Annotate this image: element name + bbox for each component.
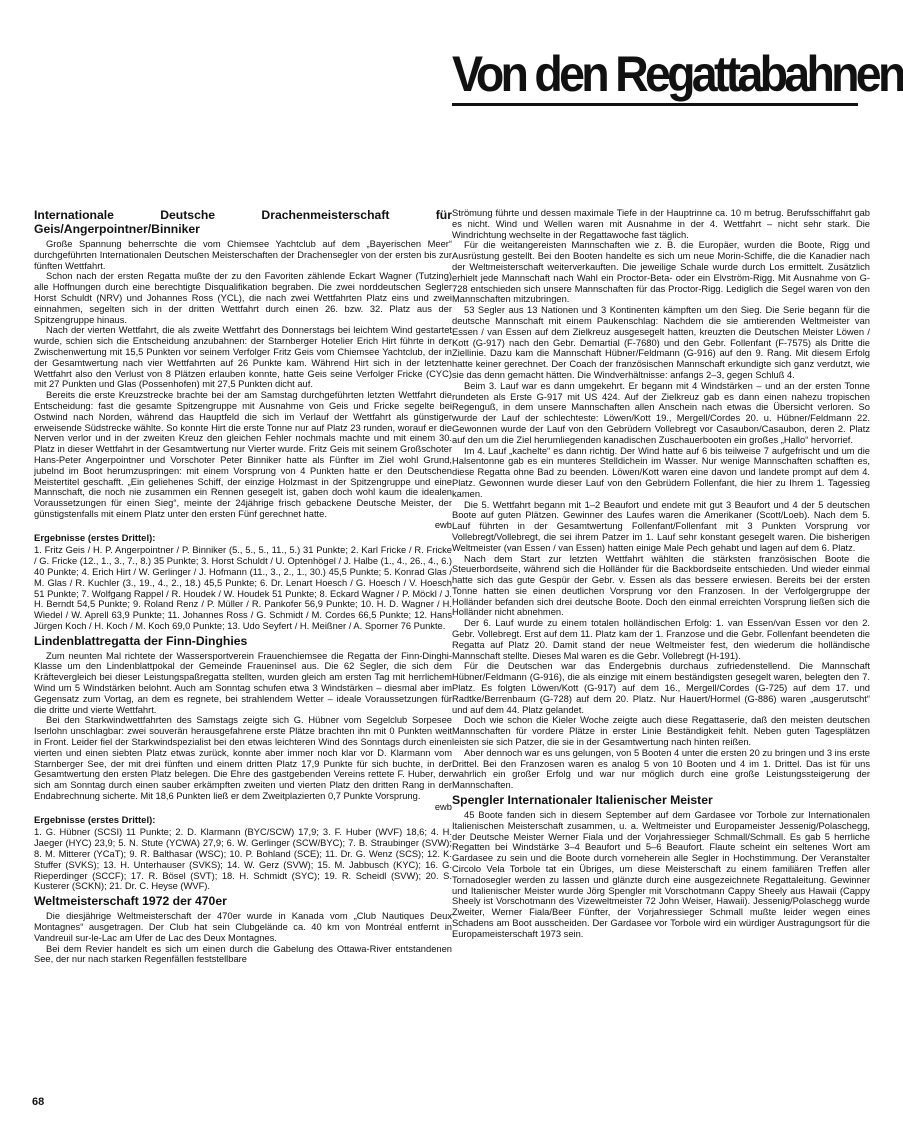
paragraph: Bei dem Revier handelt es sich um einen durch die Gabelung des Ottawa-River entstandenen See, der nur nach starken Regenfällen feststellbare [34, 943, 452, 965]
paragraph: Bereits die erste Kreuzstrecke brachte bei der am Samstag durchgeführten letzten Wettfahrt die Entscheidung: fast die gesamte Spitzengruppe mit Ausnahme von Geis und Fricke segelte bei Ostwind nach Norden, während das Hauptfeld die sich im Verlauf der Wettfahrt als günstiger erweisende Südstrecke wählte. So konnte Hirt die erste Tonne nur auf Platz 23 runden, worauf er die Nerven verlor und in der zweiten Kreuz den gleichen Fehler nochmals machte und mit einem 30. Platz in dieser Wettfahrt in der Gesamtwertung nur Vierter wurde. Fritz Geis mit seinem Großschoter Hans-Peter Angerpointner und Vorschoter Peter Binniker hatte als Fünfter im Ziel wohl Grund, jubelnd im Boot herumzuspringen: mit einem Vorsprung von 4 Punkten hatte er den Deutschen Meistertitel geschafft. „Ein geliehenes Schiff, der einzige Holzmast in der Spitzengruppe und eine Mannschaft, die noch nie zusammen ein Rennen gesegelt ist, gaben doch wohl kaum die idealen Voraussetzungen für einen Sieg“, meinte der 24jährige frisch gebackene Deutsche Meister, der günstigstenfalls mit einem Platz unter den ersten Fünf gerechnet hatte. [34, 390, 452, 519]
paragraph: Nach dem Start zur letzten Wettfahrt wählten die stärksten französischen Boote die Steuerbordseite, während sich die Holländer für die Backbordseite entschieden. Und wieder einmal hatte sich das gute Gespür der Gebr. v. Essen als das bessere erwiesen. Bereits bei der ersten Tonne hatten sie einen deutlichen Vorsprung vor den Franzosen. In der Verfolgergruppe der Holländer befanden sich drei deutsche Boote. Doch den einmal erreichten Vorsprung ließen sich die Holländer nicht abnehmen. [452, 553, 870, 618]
results-heading: Ergebnisse (erstes Drittel): [34, 532, 156, 544]
paragraph: Bei den Starkwindwettfahrten des Samstags zeigte sich G. Hübner vom Segelclub Sorpesee Iserlohn unschlagbar: zwei souverän herausgefahrene erste Plätze brachten ihn mit 0 Punkten weit in Front. Leider fiel der Starkwindspezialist bei den etwas leichteren Wind des Sonntags durch einen vierten und einen siebten Platz etwas zurück, konnte aber immer noch klar vor D. Klarmann vom Starnberger See, der mit drei fünften und einem dritten Platz 17,9 Punkte für sich buchte, in der Gesamtwertung den ersten Platz belegen. Die Ehre des gastgebenden Vereins rettete F. Huber, der sich am Sonntag durch einen sauber erkämpften zweiten und vierten Platz den dritten Rang in der Endabrechnung sicherte. Mit 18,6 Punkten ließ er dem Zweitplazierten 0,7 Punkte Vorsprung. [34, 715, 452, 802]
paragraph: Aber dennoch war es uns gelungen, von 5 Booten 4 unter die ersten 20 zu bringen und 3 ins erste Drittel. Bei den Franzosen waren es analog 5 von 10 Booten und 4 im 1. Drittel. Das ist für uns wahrlich ein großer Erfolg und war nur möglich durch eine große Leistungssteigerung der Mannschaften. [452, 747, 870, 791]
paragraph: Der 6. Lauf wurde zu einem totalen holländischen Erfolg: 1. van Essen/van Essen vor den 2. Gebr. Vollebregt. Erst auf dem 11. Platz kam der 1. Franzose und die Gebr. Follenfant beendeten die Regatta auf Platz 20. Damit stand der neue Weltmeister fest, den wiederum die holländische Mannschaft stellte. Dieses Mal waren es die Gebr. Vollebregt (H-191). [452, 618, 870, 661]
paragraph: Zum neunten Mal richtete der Wassersportverein Frauenchiemsee die Regatta der Finn-Dinghi-Klasse um den Lindenblattpokal der Gemeinde Fraueninsel aus. Die 62 Segler, die sich dem Kräftevergleich bei dieser Leistungspaßregatta stellten, wurden gleich am ersten Tag mit herrlichem Wind um 5 Windstärken belohnt. Auch am Sonntag schufen etwa 3 Windstärken – diesmal aber im Gegensatz zum Vortag, an dem es regnete, bei strahlendem Wetter – ideale Voraussetzungen für die dritte und vierte Wettfahrt. [34, 650, 452, 715]
article-title-drachen: Internationale Deutsche Drachenmeisterschaft für Geis/Angerpointner/Binniker [34, 208, 452, 236]
paragraph: Schon nach der ersten Regatta mußte der zu den Favoriten zählende Eckart Wagner (Tutzing) alle Hoffnungen durch eine berechtigte Disqualifikation begraben. Die zwei norddeutschen Segler Horst Schuldt (NRV) und Johannes Ross (YCL), die nach zwei Wettfahrten Platz eins und zwei einnahmen, segelten sich in der dritten Wettfahrt durch einen 26. bzw. 32. Platz aus der Spitzengruppe hinaus. [34, 271, 452, 325]
author-signature: ewb [434, 519, 452, 530]
paragraph: 45 Boote fanden sich in diesem September auf dem Gardasee vor Torbole zur Internationalen Italienischen Meisterschaft zusammen, u. a. Weltmeister und Europameister Jessenig/Polaschegg, der Deutsche Meister Werner Fiala und der Vorjahressieger Schmall/Schmall. Es gab 5 herrliche Regatten bei Windstärke 3–4 Beaufort und 5–6 Beaufort. Flaute scheint ein seltenes Wort am Gardasee zu sein und die Boote durch vorneherein alle Segler in Hochstimmung. Der Veranstalter Circolo Vela Torbole tat ein Übriges, um diese Meisterschaft zu einem familiären Treffen aller Tornadosegler werden zu lassen und glänzte durch eine ausgezeichnete Regattaleitung. Gewinner und Italienischer Meister wurde Jörg Spengler mit Vorschotmann Cappy Sheely aus Hawaii (Cappy Sheely ist Vorschotmann des Vizeweltmeister 72 John Weiser, Hawaii). Jessenig/Polaschegg wurde Zweiter, Werner Fiala/Beer Fünfter, der Vorjahressieger Schmall mußte leider wegen eines Schadens am Boot ausscheiden. Der Gardasee vor Torbole wird ein würdiger Austragungsort für die Europameisterschaft 1973 sein. [452, 810, 870, 939]
paragraph: Strömung führte und dessen maximale Tiefe in der Hauptrinne ca. 10 m betrug. Berufsschiffahrt gab es nicht. Wind und Wellen waren mit Ausnahme in der 4. Wettfahrt – nicht sehr stark. Die Windrichtung wechselte in der Regattawoche fast täglich. [452, 208, 870, 240]
paragraph: 53 Segler aus 13 Nationen und 3 Kontinenten kämpften um den Sieg. Die Serie begann für die deutsche Mannschaft mit einem Paukenschlag: Nachdem die sie amtierenden Weltmeister van Essen / van Essen auf dem Zielkreuz ausgesegelt hatten, kreuzten die Deutschen Meister Löwen / Kott (G-917) nach den Gebr. Demartial (F-7680) und den Gebr. Follenfant (F-7575) als Dritte die Ziellinie. Dazu kam die Mannschaft Hübner/Feldmann (G-916) auf den 9. Rang. Mit diesem Erfolg hatte keiner gerechnet. Der Coach der französischen Mannschaft erkundigte sich ganz verdutzt, wie sie das denn gemacht hätten. Die Windverhältnisse: anfangs 2–3, gegen Schluß 4. [452, 305, 870, 380]
right-column [452, 208, 870, 1108]
masthead-rule [452, 103, 858, 106]
article-title-lindenblatt: Lindenblattregatta der Finn-Dinghies [34, 633, 248, 648]
paragraph: Nach der vierten Wettfahrt, die als zweite Wettfahrt des Donnerstags bei leichtem Wind gestartet wurde, schien sich die Entscheidung anzubahnen: der Starnberger Hotelier Erich Hirt führte in der Zwischenwertung mit 15,5 Punkten vor seinem Verfolger Fritz Geis vom Chiemsee Yachtclub, der in der Gesamtwertung nach vier Wettfahrten auf 26 Punkte kam. Während Hirt sich in der letzten Wettfahrt also den Verlust von 8 Plätzen erlauben konnte, hatte Geis seine Verfolger Fricke (CYC) mit 27 Punkten und Glas (Possenhofen) mit 27,5 Punkten dicht auf. [34, 325, 452, 390]
paragraph: Doch wie schon die Kieler Woche zeigte auch diese Regattaserie, daß den meisten deutschen Mannschaften für vordere Plätze in erster Linie Beständigkeit fehlt. Neben guten Tagesplätzen leisten sie sich Patzer, die sie in der Gesamtwertung nach hinten reißen. [452, 715, 870, 748]
paragraph: Im 4. Lauf „kachelte“ es dann richtig. Der Wind hatte auf 6 bis teilweise 7 aufgefrischt und um die Halsentonne gab es ein munteres Stelldichein im Wasser. Nur wenige Mannschaften schafften es, diese Regatta ohne Bad zu beenden. Löwen/Kott waren eine davon und landete prompt auf dem 4. Platz. Gewonnen wurde dieser Lauf von den Gebrüdern Follenfant, die hier zu Ihrem 1. Tagessieg kamen. [452, 445, 870, 499]
paragraph: Die diesjährige Weltmeisterschaft der 470er wurde in Kanada vom „Club Nautiques Deux Montagnes“ ausgetragen. Der Club hat sein Clubgelände ca. 40 km von Montréal entfernt in Vandreuil sur-le-Lac am Ufer de Lac des Deux Montagnes. [34, 911, 452, 943]
results-list: 1. G. Hübner (SCSI) 11 Punkte; 2. D. Klarmann (BYC/SCW) 17,9; 3. F. Huber (WVF) 18,6; 4. H. Jaeger (HYC) 23,9; 5. N. Stute (YCWA) 27,9; 6. W. Gerlinger (SCW/BYC); 7. B. Straubinger (SVW); 8. M. Mitterer (YCaT); 9. R. Balthasar (WSC); 10. P. Bohland (SCE); 11. Dr. G. Wenz (SCS); 12. K. Stuffer (SVKS); 13. H. Unterhauser (SVKS); 14. W. Gerz (SVW); 15. M. Jabbusch (KYC); 16. G. Rieperdinger (SCCF); 17. R. Bösel (SVT); 18. H. Schmidt (SYC); 19. R. Scheidl (SVW); 20. S. Kusterer (SCKN); 21. Dr. C. Heyse (WVF). [34, 827, 452, 892]
article-title-spengler: Spengler Internationaler Italienischer Meister [452, 793, 713, 808]
results-list: 1. Fritz Geis / H. P. Angerpointner / P. Binniker (5., 5., 5., 11., 5.) 31 Punkte; 2. Karl Fricke / R. Fricke / G. Fricke (12., 1., 3., 7., 8.) 35 Punkte; 3. Horst Schuldt / U. Optenhögel / J. Halbe (1., 4., 26., 4., 6.) 40 Punkte; 4. Erich Hirt / W. Gerlinger / J. Hofmann (11., 3., 2., 1., 30.) 45,5 Punkte; 5. Konrad Glas / M. Glas / R. Kuchler (3., 19., 4., 2., 18.) 45,5 Punkte; 6. Dr. Lenart Hoesch / G. Hoesch / V. Hoesch 51 Punkte; 7. Wolfgang Rappel / R. Houdek / W. Houdek 51 Punkte; 8. Eckard Wagner / P. Möckl / J. H. Berndt 54,5 Punkte; 9. Roland Renz / P. Müller / R. Pankofer 56,9 Punkte; 10. H. D. Wagner / H. Wiedel / W. Aprell 63,9 Punkte; 11. Johannes Ross / G. Schmidt / M. Cordes 66,5 Punkte; 12. Hans Jürgen Koch / H. Koch / M. Koch 69,0 Punkte; 13. Udo Seyfert / H. Meißner / A. Sporner 76 Punkte. [34, 545, 452, 631]
masthead-title: Von den Regattabahnen [452, 46, 903, 102]
paragraph: Für die Deutschen war das Endergebnis durchaus zufriedenstellend. Die Mannschaft Hübner/Feldmann (G-916), die als einzige mit einem beständigsten gesegelt waren, belegten den 7. Platz. Es folgten Löwen/Kott (G-917) auf dem 16., Mergell/Cordes (G-725) auf dem 17. und Radtke/Berrenbaum (G-728) auf dem 20. Platz. Nur Hauert/Hormel (G-886) waren „ausgerutscht“ und auf dem 44. Platz gelandet. [452, 661, 870, 715]
article-title-470er: Weltmeisterschaft 1972 der 470er [34, 894, 227, 909]
page-number: 68 [32, 1096, 45, 1108]
paragraph: Große Spannung beherrschte die vom Chiemsee Yachtclub auf dem „Bayerischen Meer“ durchgeführten Internationalen Deutschen Meisterschaften der Drachensegler von der ersten bis zur fünften Wettfahrt. [34, 239, 452, 271]
paragraph: Für die weitangereisten Mannschaften wie z. B. die Europäer, wurden die Boote, Rigg und Ausrüstung gestellt. Bei den Booten handelte es sich um neue Morin-Schiffe, die die Kanadier nach der Weltmeisterschaft weiterverkauften. Die jeweilige Schale wurde durch Los ermittelt. Zusätzlich erhielt jede Mannschaft nach Wahl ein Proctor-Beta- oder ein Elvström-Rigg. Mit Ausnahme von G-728 entschieden sich unsere Mannschaften für das Proctor-Rigg. Lediglich die Segel waren von den Mannschaften mitzubringen. [452, 240, 870, 305]
left-column [34, 206, 452, 1106]
paragraph: Die 5. Wettfahrt begann mit 1–2 Beaufort und endete mit gut 3 Beaufort und 4 der 5 deutschen Boote auf guten Plätzen. Gewinner des Laufes waren die Amerikaner (Scott/Loeb). Nach dem 5. Lauf führten in der Gesamtwertung Follenfant/Follenfant mit 3 Punkten Vorsprung vor Vollebregt/Vollebregt, die sei ihrem Patzer im 1. Lauf sehr konstant gesegelt waren. Die bisherigen Weltmeister (van Essen / van Essen) hatten einige Male Pech gehabt und lagen auf dem 6. Platz. [452, 499, 870, 553]
paragraph: Beim 3. Lauf war es dann umgekehrt. Er begann mit 4 Windstärken – und an der ersten Tonne rundeten als Erste G-917 mit US 424. Auf der Zielkreuz gab es dann einen nahezu tropischen Regenguß, in dem unsere Mannschaften allen Anschein nach etwas die Übersicht verloren. So wurde der Lauf der schlechteste: Löwen/Kott 19., Mergell/Cordes 20. u. Hübner/Feldmann 22. Gewonnen wurde der Lauf von den Gebrüdern Vollebregt vor Casaubon/Casaubon, deren 2. Platz auf den um die Ziel herumliegenden kanadischen Zuschauerbooten ein großes „Hallo“ hervorrief. [452, 380, 870, 445]
results-heading: Ergebnisse (erstes Drittel): [34, 814, 156, 826]
author-signature: ewb [434, 801, 452, 812]
